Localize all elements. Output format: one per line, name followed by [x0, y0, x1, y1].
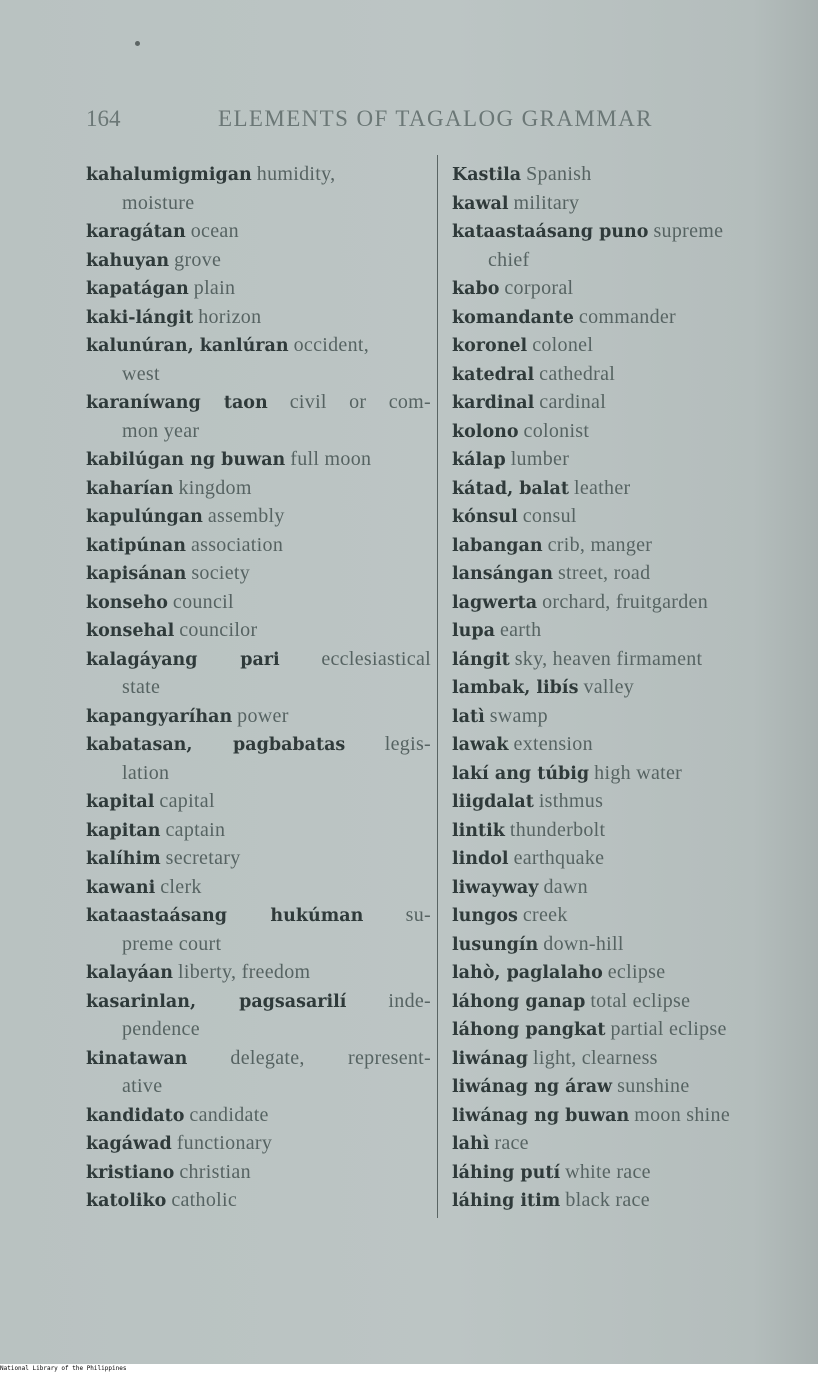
glossary-entry	[86, 873, 431, 902]
english-meaning: earthquake	[513, 847, 605, 869]
glossary-entry	[86, 987, 431, 1016]
tagalog-term: kabatasan, pagbabatas	[86, 735, 346, 755]
glossary-entry	[86, 331, 431, 360]
english-meaning: ative	[122, 1075, 163, 1097]
english-meaning: legis-	[384, 733, 431, 755]
glossary-entry	[86, 1101, 431, 1130]
entry-continuation	[86, 759, 431, 788]
tagalog-term: lindol	[452, 849, 509, 869]
glossary-entry	[86, 702, 431, 731]
tagalog-term: Kastila	[452, 165, 522, 185]
english-meaning: state	[122, 676, 161, 698]
english-meaning: cardinal	[539, 391, 607, 413]
tagalog-term: konsehal	[86, 621, 175, 641]
tagalog-term: kahuyan	[86, 250, 170, 271]
tagalog-term: láhong ganap	[452, 991, 586, 1012]
entry-continuation	[86, 1072, 431, 1101]
glossary-entry	[452, 1044, 818, 1073]
glossary-entry	[452, 1015, 818, 1044]
column-divider	[437, 155, 438, 1218]
english-meaning: thunderbolt	[509, 818, 606, 841]
entry-continuation	[86, 1015, 431, 1044]
english-meaning: ecclesiastical	[321, 647, 432, 670]
glossary-entry	[452, 1158, 818, 1187]
english-meaning: delegate, represent-	[230, 1046, 431, 1069]
glossary-entry	[452, 730, 818, 759]
tagalog-term: koronel	[452, 336, 528, 356]
english-meaning: assembly	[207, 505, 285, 527]
english-meaning: christian	[179, 1160, 251, 1183]
tagalog-term: kinatawan	[86, 1048, 188, 1069]
glossary-entry	[86, 388, 431, 417]
english-meaning: street, road	[557, 562, 651, 584]
english-meaning: race	[494, 1132, 529, 1154]
english-meaning: humidity,	[256, 163, 336, 185]
english-meaning: kingdom	[178, 476, 252, 499]
glossary-entry	[452, 360, 818, 389]
english-meaning: light, clearness	[533, 1046, 658, 1069]
entry-continuation	[452, 246, 818, 275]
glossary-entry	[86, 559, 431, 588]
glossary-entry	[86, 901, 431, 930]
glossary-entry	[452, 616, 818, 645]
english-meaning: isthmus	[538, 790, 604, 812]
glossary-entry	[86, 531, 431, 560]
tagalog-term: kalunúran, kanlúran	[86, 336, 289, 356]
glossary-entry	[86, 787, 431, 816]
glossary-entry	[452, 559, 818, 588]
tagalog-term: kapital	[86, 792, 155, 812]
glossary-entry	[452, 987, 818, 1016]
entry-continuation	[86, 360, 431, 389]
glossary-entry	[86, 303, 431, 332]
tagalog-term: kawani	[86, 877, 156, 898]
english-meaning: mon year	[122, 419, 200, 442]
tagalog-term: kristiano	[86, 1162, 175, 1183]
tagalog-term: latì	[452, 706, 485, 727]
glossary-entry	[452, 274, 818, 303]
english-meaning: colonist	[523, 419, 590, 442]
glossary-entry	[86, 274, 431, 303]
english-meaning: occident,	[293, 334, 370, 356]
tagalog-term: lakí ang túbig	[452, 763, 590, 784]
glossary-entry	[452, 673, 818, 702]
english-meaning: eclipse	[607, 961, 666, 983]
glossary-entry	[452, 303, 818, 332]
english-meaning: power	[237, 704, 289, 727]
glossary-entry	[452, 445, 818, 474]
english-meaning: dawn	[543, 875, 588, 898]
english-meaning: functionary	[176, 1132, 273, 1154]
tagalog-term: kapangyaríhan	[86, 706, 233, 727]
glossary-entry	[86, 160, 431, 189]
glossary-entry	[452, 388, 818, 417]
glossary-entry	[452, 588, 818, 617]
tagalog-term: kandidato	[86, 1105, 185, 1126]
tagalog-term: kahalumigmigan	[86, 165, 252, 185]
tagalog-term: konseho	[86, 592, 168, 613]
tagalog-term: kapisánan	[86, 564, 187, 584]
english-meaning: councilor	[179, 619, 258, 641]
english-meaning: pendence	[122, 1018, 200, 1040]
glossary-entry	[452, 1101, 818, 1130]
english-meaning: preme court	[122, 932, 222, 955]
running-header	[86, 106, 666, 136]
english-meaning: creek	[522, 904, 568, 926]
glossary-entry	[452, 958, 818, 987]
english-meaning: swamp	[489, 704, 548, 727]
english-meaning: cathedral	[539, 362, 616, 385]
english-meaning: sky, heaven firmament	[514, 647, 703, 670]
glossary-entry	[86, 445, 431, 474]
left-column	[86, 160, 431, 1215]
english-meaning: white race	[565, 1160, 651, 1183]
tagalog-term: liwayway	[452, 877, 539, 898]
tagalog-term: kaki-lángit	[86, 307, 194, 328]
tagalog-term: liwánag	[452, 1048, 528, 1069]
glossary-entry	[86, 730, 431, 759]
glossary-entry	[452, 502, 818, 531]
glossary-entry	[452, 816, 818, 845]
english-meaning: west	[122, 362, 160, 385]
tagalog-term: kapitan	[86, 820, 161, 841]
english-meaning: orchard, fruitgarden	[542, 590, 708, 613]
english-meaning: grove	[174, 248, 222, 271]
tagalog-term: kónsul	[452, 507, 518, 527]
tagalog-term: kawal	[452, 193, 509, 214]
english-meaning: Spanish	[526, 163, 592, 185]
english-meaning: moon shine	[634, 1103, 731, 1126]
english-meaning: catholic	[171, 1189, 238, 1211]
glossary-entry	[452, 474, 818, 503]
glossary-entry	[452, 1072, 818, 1101]
tagalog-term: lusungín	[452, 934, 539, 955]
tagalog-term: kasarinlan, pagsasarilí	[86, 991, 347, 1012]
tagalog-term: lángit	[452, 649, 510, 670]
glossary-entry	[86, 1044, 431, 1073]
glossary-entry	[452, 189, 818, 218]
tagalog-term: kolono	[452, 421, 519, 442]
tagalog-term: lupa	[452, 621, 495, 641]
glossary-entry	[86, 958, 431, 987]
tagalog-term: lungos	[452, 906, 518, 926]
english-meaning: clerk	[160, 875, 202, 898]
tagalog-term: liwánag ng áraw	[452, 1077, 613, 1097]
glossary-entry	[452, 901, 818, 930]
glossary-entry	[86, 616, 431, 645]
english-meaning: su-	[405, 904, 431, 926]
english-meaning: captain	[165, 818, 226, 841]
english-meaning: moisture	[122, 191, 195, 214]
running-title: ELEMENTS OF TAGALOG GRAMMAR	[218, 106, 653, 131]
tagalog-term: kardinal	[452, 393, 535, 413]
tagalog-term: karagátan	[86, 222, 186, 242]
tagalog-term: kapatágan	[86, 279, 189, 299]
english-meaning: candidate	[189, 1103, 269, 1126]
page-number: 164	[86, 106, 121, 131]
glossary-entry	[86, 474, 431, 503]
entry-continuation	[86, 417, 431, 446]
glossary-entry	[452, 217, 818, 246]
tagalog-term: liwánag ng buwan	[452, 1105, 630, 1126]
tagalog-term: kataastaásang puno	[452, 222, 649, 242]
tagalog-term: kálap	[452, 450, 506, 470]
english-meaning: sunshine	[617, 1075, 690, 1097]
glossary-entry	[86, 645, 431, 674]
english-meaning: valley	[583, 676, 635, 698]
tagalog-term: katipúnan	[86, 535, 186, 556]
tagalog-term: kalíhim	[86, 849, 161, 869]
glossary-entry	[86, 246, 431, 275]
tagalog-term: labangan	[452, 535, 543, 556]
tagalog-term: lahì	[452, 1134, 490, 1154]
tagalog-term: láhing itim	[452, 1191, 561, 1211]
glossary-entry	[86, 1158, 431, 1187]
tagalog-term: lintik	[452, 820, 505, 841]
english-meaning: association	[190, 533, 284, 556]
tagalog-term: liigdalat	[452, 792, 534, 812]
tagalog-term: kapulúngan	[86, 507, 203, 527]
tagalog-term: lawak	[452, 735, 509, 755]
glossary-entry	[452, 331, 818, 360]
library-credit: National Library of the Philippines	[0, 1365, 127, 1372]
glossary-entry	[452, 844, 818, 873]
glossary-entry	[452, 1186, 818, 1215]
tagalog-term: karaníwang taon	[86, 393, 268, 413]
english-meaning: military	[513, 191, 580, 214]
english-meaning: civil or com-	[289, 391, 431, 413]
glossary-entry	[86, 502, 431, 531]
english-meaning: ocean	[190, 220, 239, 242]
tagalog-term: komandante	[452, 307, 574, 328]
tagalog-term: láhing putí	[452, 1162, 561, 1183]
english-meaning: chief	[488, 248, 530, 271]
tagalog-term: láhong pangkat	[452, 1020, 606, 1040]
english-meaning: high water	[594, 761, 683, 784]
english-meaning: consul	[522, 505, 577, 527]
tagalog-term: kagáwad	[86, 1134, 172, 1154]
english-meaning: lumber	[510, 448, 570, 470]
tagalog-term: kátad, balat	[452, 478, 569, 499]
english-meaning: crib, manger	[547, 533, 653, 556]
tagalog-term: kalayáan	[86, 963, 174, 983]
glossary-entry	[452, 702, 818, 731]
entry-continuation	[86, 930, 431, 959]
entry-continuation	[86, 673, 431, 702]
print-speck	[135, 41, 140, 46]
glossary-entry	[86, 844, 431, 873]
english-meaning: capital	[159, 790, 215, 812]
english-meaning: secretary	[165, 847, 241, 869]
glossary-entry	[86, 217, 431, 246]
english-meaning: colonel	[532, 334, 594, 356]
english-meaning: extension	[513, 733, 593, 755]
glossary-entry	[452, 930, 818, 959]
tagalog-term: lansángan	[452, 564, 553, 584]
tagalog-term: kataastaásang hukúman	[86, 906, 364, 926]
english-meaning: liberty, freedom	[178, 961, 311, 983]
tagalog-term: lahò, paglalaho	[452, 963, 603, 983]
glossary-entry	[452, 645, 818, 674]
tagalog-term: kaharían	[86, 478, 174, 499]
glossary-entry	[86, 1129, 431, 1158]
english-meaning: leather	[573, 476, 631, 499]
english-meaning: total eclipse	[590, 989, 691, 1012]
tagalog-term: kabo	[452, 279, 500, 299]
english-meaning: commander	[578, 305, 677, 328]
glossary-entry	[86, 816, 431, 845]
english-meaning: society	[191, 562, 251, 584]
english-meaning: supreme	[653, 220, 724, 242]
english-meaning: council	[172, 590, 234, 613]
english-meaning: inde-	[388, 989, 431, 1012]
entry-continuation	[86, 189, 431, 218]
english-meaning: plain	[193, 277, 236, 299]
glossary-entry	[86, 1186, 431, 1215]
glossary-entry	[452, 160, 818, 189]
tagalog-term: lagwerta	[452, 592, 538, 613]
english-meaning: corporal	[504, 277, 574, 299]
glossary-entry	[452, 873, 818, 902]
tagalog-term: lambak, libís	[452, 678, 579, 698]
glossary-entry	[86, 588, 431, 617]
tagalog-term: kabilúgan ng buwan	[86, 450, 286, 470]
glossary-entry	[452, 1129, 818, 1158]
english-meaning: partial eclipse	[610, 1018, 727, 1040]
glossary-entry	[452, 787, 818, 816]
glossary-entry	[452, 759, 818, 788]
tagalog-term: katoliko	[86, 1191, 167, 1211]
english-meaning: down-hill	[543, 932, 624, 955]
glossary-entry	[452, 531, 818, 560]
english-meaning: black race	[565, 1189, 650, 1211]
english-meaning: earth	[499, 619, 542, 641]
english-meaning: horizon	[198, 305, 262, 328]
english-meaning: lation	[122, 761, 170, 784]
tagalog-term: kalagáyang pari	[86, 649, 280, 670]
tagalog-term: katedral	[452, 364, 535, 385]
glossary-entry	[452, 417, 818, 446]
right-column	[452, 160, 818, 1215]
english-meaning: full moon	[290, 448, 372, 470]
